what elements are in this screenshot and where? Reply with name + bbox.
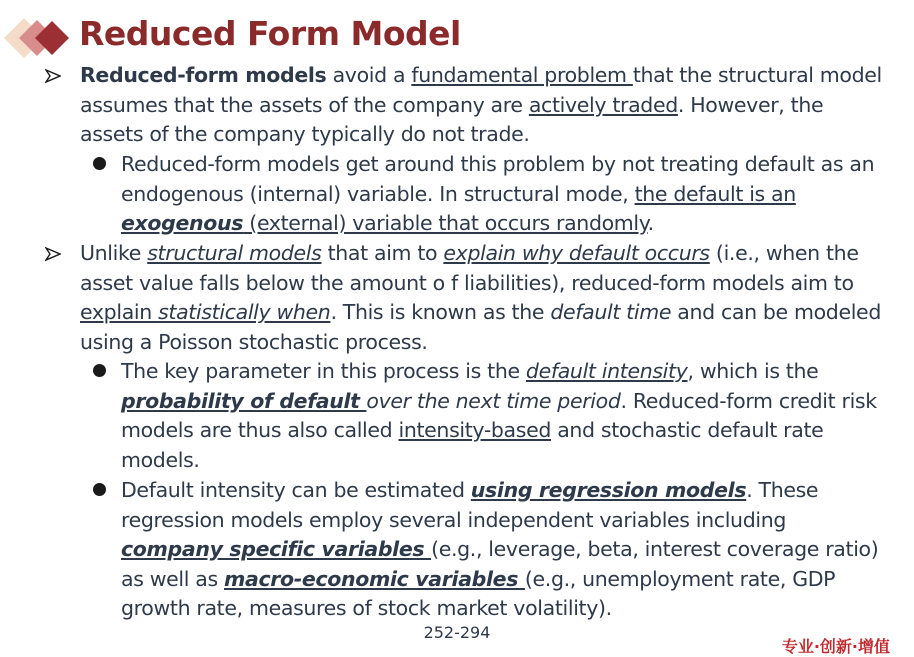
text-run: avoid a xyxy=(326,63,412,87)
term-fundamental-problem: fundamental problem xyxy=(411,63,633,87)
term-explain: explain xyxy=(80,300,159,324)
term-probability-of-default: probability of default xyxy=(121,388,367,413)
text-run: . This is known as the xyxy=(330,300,551,324)
text-run: . However, the assets of the company typically do not trade. xyxy=(80,92,824,146)
text-run: (e.g., leverage, beta, interest coverage ratio) as well as xyxy=(121,537,879,591)
text-run: , which is the xyxy=(687,359,819,383)
text-run: (e.g., unemployment rate, GDP growth rate, measures of stock market volatility). xyxy=(121,566,836,620)
text-run: (i.e., when the asset value falls below the amount o f liabilities), reduced-form models aim to xyxy=(80,241,859,295)
bullet-2-text xyxy=(80,239,885,357)
text-run: and stochastic default rate models. xyxy=(121,418,824,472)
arrow-bullet-icon xyxy=(45,68,61,84)
term-intensity-based: intensity-based xyxy=(398,418,552,442)
text-run: . Reduced-form credit risk models are thus also called xyxy=(121,388,877,442)
bullet-1-text xyxy=(80,61,885,150)
dot-bullet-icon xyxy=(93,483,106,496)
term-structural-models: structural models xyxy=(147,241,322,265)
page-number: 252-294 xyxy=(423,623,491,642)
term-exogenous: exogenous xyxy=(121,211,244,235)
bullet-2-1-text xyxy=(121,357,891,475)
text-run: . These regression models employ several independent variables including xyxy=(121,478,819,532)
term-default-time: default time xyxy=(550,300,672,324)
dot-bullet-icon xyxy=(93,157,106,170)
term-over-next-time-period: over the next time period xyxy=(366,388,621,413)
text-run: Unlike xyxy=(80,241,148,265)
text-run: that aim to xyxy=(321,241,444,265)
term-default-is-an: the default is an xyxy=(634,181,796,206)
term-company-specific-variables: company specific variables xyxy=(121,537,432,561)
term-macro-economic-variables: macro-economic variables xyxy=(223,566,525,591)
text-run: The key parameter in this process is the xyxy=(121,359,526,383)
bullet-1-1-text xyxy=(121,150,891,239)
text-run: . xyxy=(647,211,654,235)
text-run: and can be modeled using a Poisson stochastic process. xyxy=(80,300,881,354)
brand-tagline: 专业·创新·增值 xyxy=(781,637,890,656)
term-explain-why-default-occurs: explain why default occurs xyxy=(443,241,710,265)
arrow-bullet-icon xyxy=(45,246,61,262)
term-external-variable: (external) variable that occurs randomly xyxy=(243,211,648,235)
dot-bullet-icon xyxy=(93,364,106,377)
slide-title: Reduced Form Model xyxy=(79,14,461,53)
bullet-2-2-text xyxy=(121,476,891,624)
term-actively-traded: actively traded xyxy=(528,92,678,117)
term-using-regression-models: using regression models xyxy=(470,478,747,502)
term-statistically-when: statistically when xyxy=(158,300,331,324)
text-run: Reduced-form models get around this problem by not treating default as an endogenous (internal) variable. In structural mode, xyxy=(121,152,875,206)
term-reduced-form-models: Reduced-form models xyxy=(80,63,327,87)
text-run: that the structural model assumes that the assets of the company are xyxy=(80,63,882,117)
text-run: Default intensity can be estimated xyxy=(121,478,471,502)
term-default-intensity: default intensity xyxy=(525,359,688,383)
diamond-logo-icon xyxy=(4,16,74,60)
